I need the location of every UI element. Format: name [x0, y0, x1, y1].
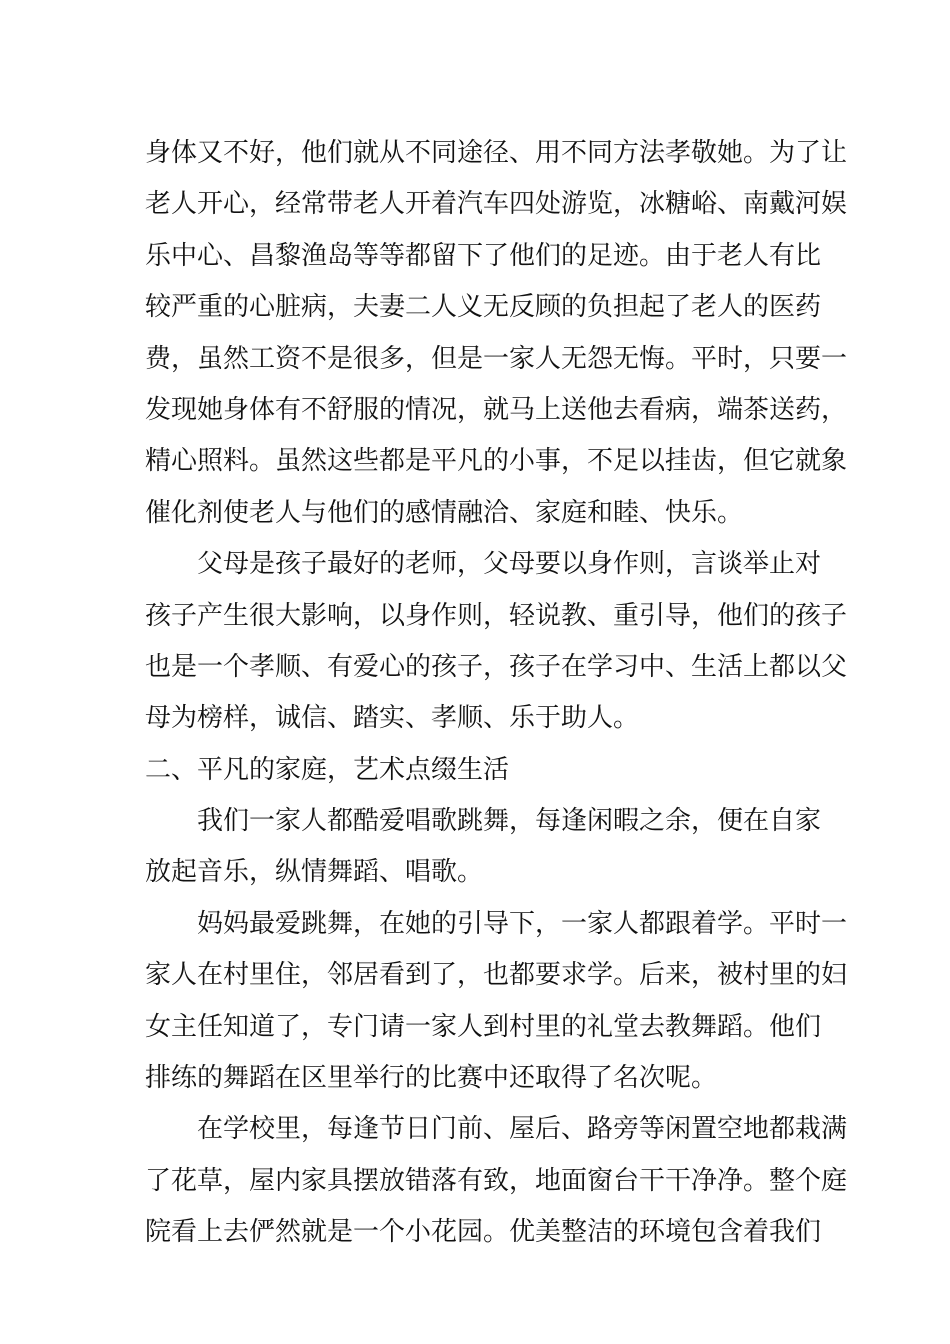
text-line: 父母是孩子最好的老师，父母要以身作则，言谈举止对: [197, 549, 822, 580]
text-line: 较严重的心脏病，夫妻二人义无反顾的负担起了老人的医药: [145, 292, 822, 323]
text-line: 费，虽然工资不是很多，但是一家人无怨无悔。平时，只要一: [145, 343, 848, 374]
paragraph-school-garden: [145, 1104, 848, 1258]
text-line: 放起音乐，纵情舞蹈、唱歌。: [145, 857, 484, 888]
text-line: 孩子产生很大影响，以身作则，轻说教、重引导，他们的孩子: [145, 600, 848, 631]
text-line: 身体又不好，他们就从不同途径、用不同方法孝敬她。为了让: [145, 138, 848, 168]
text-line: 发现她身体有不舒服的情况，就马上送他去看病，端茶送药，: [145, 394, 848, 425]
text-line: 也是一个孝顺、有爱心的孩子，孩子在学习中、生活上都以父: [145, 651, 848, 682]
text-line: 院看上去俨然就是一个小花园。优美整洁的环境包含着我们: [145, 1217, 822, 1248]
paragraph-parents-example: [145, 539, 848, 745]
text-line: 催化剂使老人与他们的感情融洽、家庭和睦、快乐。: [145, 497, 744, 528]
text-line: 老人开心，经常带老人开着汽车四处游览，冰糖峪、南戴河娱: [145, 189, 848, 220]
text-line: 母为榜样，诚信、踏实、孝顺、乐于助人。: [145, 703, 640, 734]
text-line: 乐中心、昌黎渔岛等等都留下了他们的足迹。由于老人有比: [145, 240, 822, 271]
text-line: 女主任知道了，专门请一家人到村里的礼堂去教舞蹈。他们: [145, 1011, 822, 1042]
text-line: 精心照料。虽然这些都是平凡的小事，不足以挂齿，但它就象: [145, 446, 848, 477]
paragraph-mother-dance: [145, 899, 848, 1105]
text-line: 我们一家人都酷爱唱歌跳舞，每逢闲暇之余，便在自家: [197, 806, 822, 837]
paragraph-singing-dancing: [145, 796, 822, 899]
text-line: 家人在村里住，邻居看到了，也都要求学。后来，被村里的妇: [145, 960, 848, 991]
paragraph-continuation: [145, 128, 848, 539]
text-line: 妈妈最爱跳舞，在她的引导下，一家人都跟着学。平时一: [197, 908, 848, 939]
heading-text: 二、平凡的家庭，艺术点缀生活: [145, 754, 510, 785]
text-line: 了花草，屋内家具摆放错落有致，地面窗台干干净净。整个庭: [145, 1165, 848, 1196]
document-body: [145, 128, 848, 1259]
text-line: 在学校里，每逢节日门前、屋后、路旁等闲置空地都栽满: [197, 1114, 848, 1145]
section-heading: [145, 745, 813, 796]
text-line: 排练的舞蹈在区里举行的比赛中还取得了名次呢。: [145, 1063, 718, 1094]
